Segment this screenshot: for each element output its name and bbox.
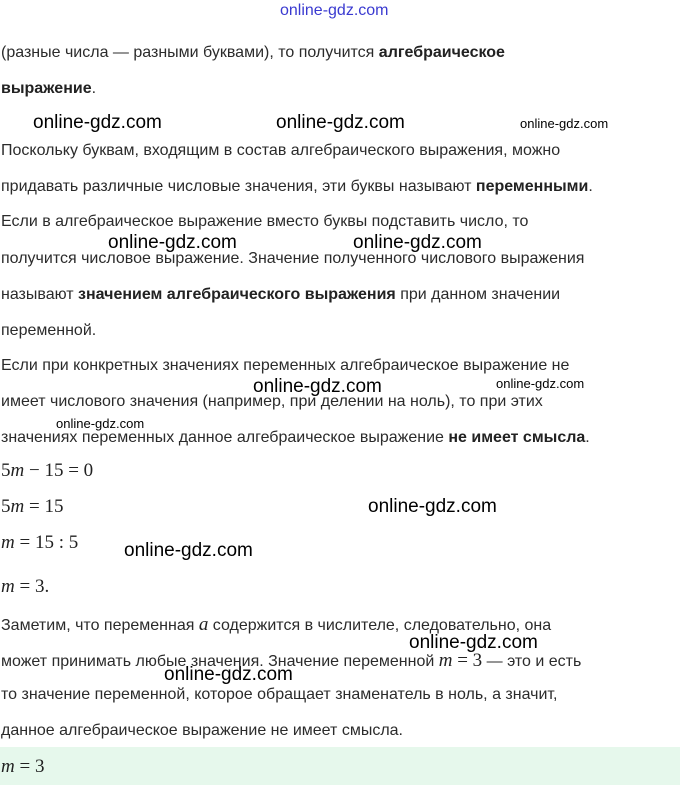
watermark: online-gdz.com: [164, 664, 293, 685]
watermark: online-gdz.com: [56, 416, 145, 431]
text-line: [1, 250, 584, 268]
math-number: 5: [1, 496, 11, 517]
math-variable: a: [198, 614, 209, 635]
text-line: [1, 650, 581, 672]
watermark: online-gdz.com: [33, 112, 162, 133]
text-line: [1, 80, 96, 98]
text: переменной.: [1, 322, 97, 339]
bold-term: алгебраическое: [378, 44, 505, 61]
math-variable: m: [10, 496, 25, 517]
text: содержится в числителе, следовательно, она: [208, 617, 552, 634]
text: придавать различные числовые значения, эти буквы называют: [1, 178, 476, 195]
watermark: online-gdz.com: [520, 116, 609, 131]
equation-1: [1, 460, 93, 482]
watermark: online-gdz.com: [368, 496, 497, 517]
text-line: [1, 213, 528, 231]
text-line: [1, 322, 96, 340]
text: данное алгебраическое выражение не имеет смысла.: [1, 722, 403, 739]
equation-4: [1, 576, 49, 598]
text-line: [1, 44, 505, 62]
math-expression: − 15 = 0: [24, 460, 94, 481]
math-expression: = 3: [452, 650, 483, 671]
text: получится числовое выражение. Значение полученного числового выражения: [1, 250, 585, 267]
answer-box: [0, 747, 680, 785]
bold-term: переменными: [475, 178, 589, 195]
text: называют: [1, 286, 79, 303]
math-variable: m: [1, 532, 15, 553]
text-line: [1, 393, 543, 411]
watermark: online-gdz.com: [253, 376, 382, 397]
bold-term: значением алгебраического выражения: [78, 286, 396, 303]
answer-equation: [1, 756, 44, 778]
math-expression: = 15: [24, 496, 64, 517]
equation-3: [1, 532, 78, 554]
text: Заметим, что переменная: [1, 617, 199, 634]
watermark: online-gdz.com: [124, 540, 253, 561]
text-line: [1, 429, 590, 447]
text-line: [1, 686, 557, 704]
text: — это и есть: [482, 653, 582, 670]
math-number: 5: [1, 460, 11, 481]
text: Если при конкретных значениях переменных алгебраическое выражение не: [1, 357, 570, 374]
math-variable: m: [10, 460, 25, 481]
text: Поскольку буквам, входящим в состав алгебраического выражения, можно: [1, 142, 561, 159]
text: имеет числового значения (например, при делении на ноль), то при этих: [1, 393, 543, 410]
equation-2: [1, 496, 63, 518]
text: .: [585, 429, 590, 446]
text: .: [588, 178, 593, 195]
text-line: [1, 142, 560, 160]
text: Если в алгебраическое выражение вместо буквы подставить число, то: [1, 213, 529, 230]
text: (разные числа — разными буквами), то получится: [1, 44, 379, 61]
text-line: [1, 178, 593, 196]
text: значениях переменных данное алгебраическое выражение: [1, 429, 449, 446]
text: при данном значении: [395, 286, 561, 303]
watermark-top: online-gdz.com: [280, 2, 389, 19]
text: .: [91, 80, 97, 97]
bold-term: выражение: [1, 80, 92, 97]
math-expression: = 15 : 5: [14, 532, 79, 553]
watermark: online-gdz.com: [353, 232, 482, 253]
text: может принимать любые значения. Значение переменной: [1, 653, 439, 670]
text-line: [1, 614, 551, 636]
math-variable: m: [1, 756, 15, 777]
math-variable: m: [1, 576, 15, 597]
watermark: online-gdz.com: [108, 232, 237, 253]
watermark: online-gdz.com: [409, 632, 538, 653]
text-line: [1, 722, 403, 740]
watermark: online-gdz.com: [276, 112, 405, 133]
math-expression: = 3: [14, 756, 45, 777]
bold-term: не имеет смысла: [448, 429, 586, 446]
watermark: online-gdz.com: [496, 376, 585, 391]
text: то значение переменной, которое обращает знаменатель в ноль, а значит,: [1, 686, 558, 703]
math-expression: = 3.: [14, 576, 50, 597]
text-line: [1, 286, 560, 304]
text-line: [1, 357, 569, 375]
math-variable: m: [438, 650, 453, 671]
